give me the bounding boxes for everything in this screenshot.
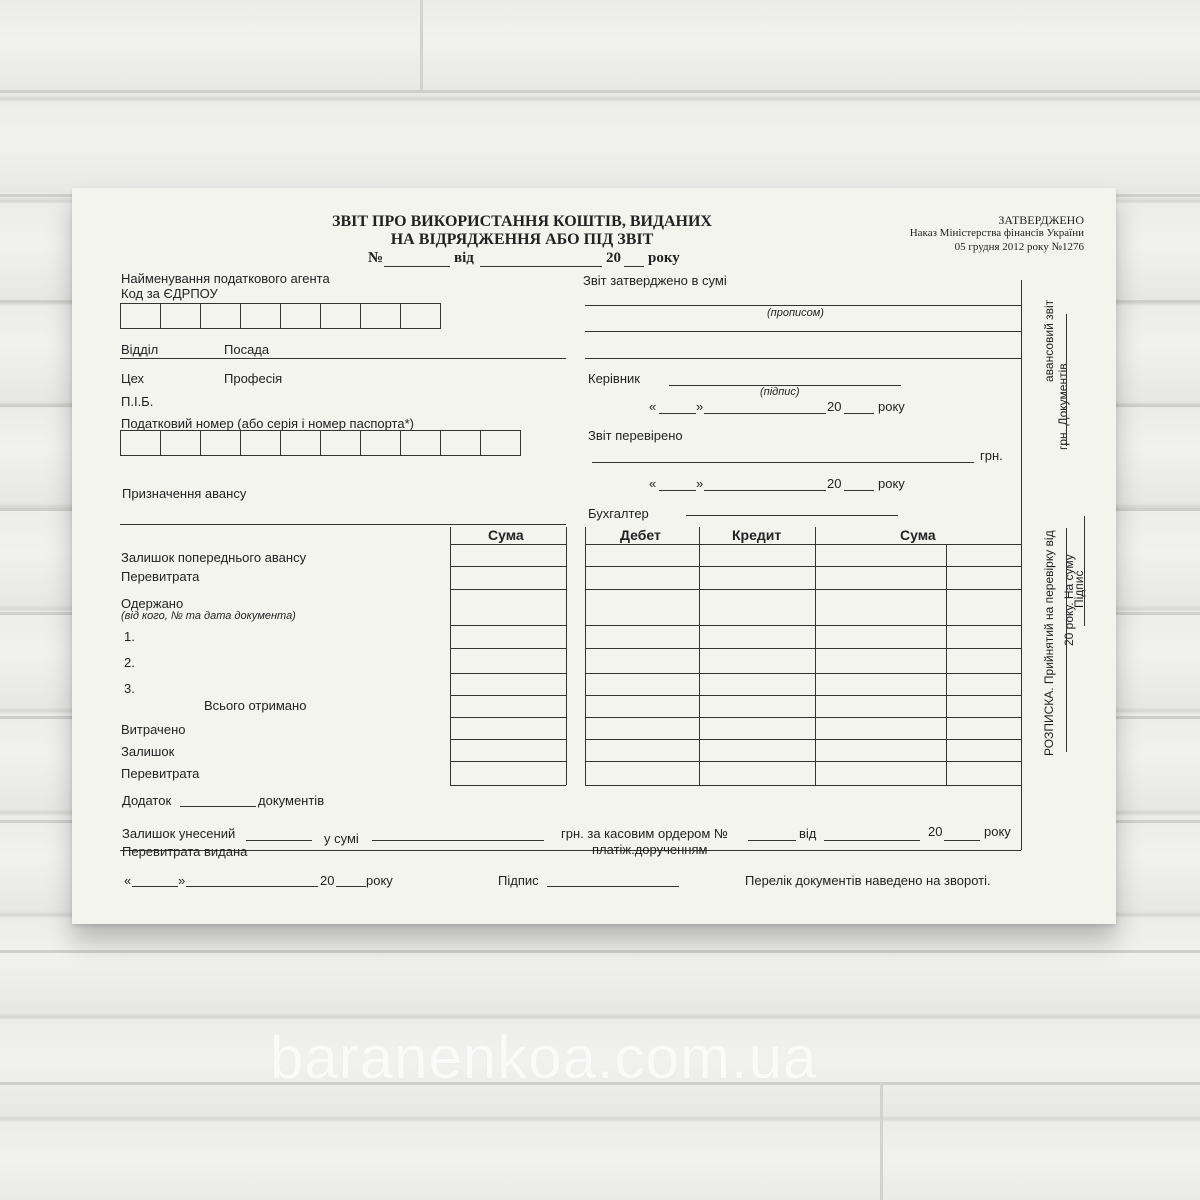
row-line (585, 589, 1021, 590)
approved-date: 05 грудня 2012 року №1276 (954, 241, 1084, 253)
profession-label: Професія (224, 371, 283, 386)
manager-label: Керівник (588, 371, 640, 386)
approved-heading: ЗАТВЕРДЖЕНО (998, 213, 1084, 227)
payment-order-label: платіж.дорученням (592, 842, 708, 857)
item-number-1: 1. (124, 629, 135, 644)
in-words-hint: (прописом) (767, 307, 824, 319)
row-line (450, 544, 566, 545)
uah-label: грн. (980, 448, 1003, 463)
bottom-year-word: року (366, 873, 393, 888)
cash-order-label: грн. за касовим ордером № (561, 826, 728, 841)
year-line (624, 266, 644, 267)
overspend-label: Перевитрата (121, 569, 200, 584)
year-word-1: року (878, 399, 905, 414)
received-note: (від кого, № та дата документа) (121, 610, 296, 622)
number-sign: № (368, 250, 384, 266)
receipt-divider (1021, 280, 1022, 850)
signature-hint: (підпис) (760, 386, 800, 398)
sum-header: Сума (488, 527, 524, 543)
position-label: Посада (224, 342, 270, 357)
order-number-line (748, 840, 796, 841)
row-line (450, 761, 566, 762)
report-form-sheet (72, 188, 1116, 924)
tax-number-label: Податковий номер (або серія і номер паспорта*) (121, 416, 414, 431)
plank-seam (0, 950, 1200, 953)
appendix-label: Додаток (122, 793, 172, 808)
bottom-date-close: » (178, 873, 186, 888)
row-line (450, 648, 566, 649)
watermark: baranenkoa.com.ua (270, 1024, 818, 1091)
sum-amount-line (372, 840, 544, 841)
row-line (450, 589, 566, 590)
documents-label: документів (258, 793, 325, 808)
checked-sum-line (592, 462, 974, 463)
bottom-month-line (186, 886, 318, 887)
month-line-2 (704, 490, 826, 491)
receipt-sign-label: Підпис (1072, 570, 1086, 608)
balance-line (246, 840, 312, 841)
signature-line (547, 886, 679, 887)
date-quote-open-2: « (649, 476, 657, 491)
accountant-line (686, 515, 898, 516)
advance-report-label: авансовий звіт (1042, 299, 1056, 382)
sum-col-right-border (566, 527, 567, 785)
day-line-2 (659, 490, 696, 491)
bottom-date-open: « (124, 873, 132, 888)
order-year-word: року (984, 824, 1011, 839)
report-checked-label: Звіт перевірено (588, 428, 683, 443)
accountant-label: Бухгалтер (588, 506, 649, 521)
number-line (384, 266, 450, 267)
received-label: Одержано (121, 596, 184, 611)
receipt-text: РОЗПИСКА. Прийнятий на перевірку від (1042, 530, 1056, 756)
documents-list-note: Перелік документів наведено на звороті. (745, 873, 991, 888)
previous-advance-balance: Залишок попереднього авансу (121, 550, 307, 565)
year-prefix-2: 20 (827, 476, 842, 491)
year-prefix: 20 (606, 250, 621, 266)
row-line (450, 717, 566, 718)
balance-label: Залишок (121, 744, 175, 759)
row-line (450, 739, 566, 740)
date-line (480, 266, 602, 267)
row-line (450, 695, 566, 696)
bottom-day-line (132, 886, 178, 887)
approved-order: Наказ Міністерства фінансів України (909, 227, 1084, 239)
documents-count-line (1066, 314, 1067, 446)
form-title-line1: ЗВІТ ПРО ВИКОРИСТАННЯ КОШТІВ, ВИДАНИХ (332, 213, 712, 230)
sum-header-right: Сума (900, 527, 936, 543)
order-year-line (944, 840, 980, 841)
year-prefix-1: 20 (827, 399, 842, 414)
shop-label: Цех (121, 371, 145, 386)
row-line (585, 673, 1021, 674)
spent-label: Витрачено (121, 722, 186, 737)
tax-number-boxes[interactable] (120, 430, 521, 456)
table-border (946, 544, 947, 785)
item-number-2: 2. (124, 655, 135, 670)
debit-header: Дебет (620, 527, 661, 543)
sum-line-2 (585, 331, 1021, 332)
year-word-2: року (878, 476, 905, 491)
department-label: Відділ (121, 342, 159, 357)
edrpou-code-boxes[interactable] (120, 303, 441, 329)
balance-deposited-label: Залишок унесений (122, 826, 236, 841)
day-line (659, 413, 696, 414)
order-from-label: від (799, 826, 817, 841)
order-year-prefix: 20 (928, 824, 943, 839)
row-line (450, 673, 566, 674)
row-line (585, 625, 1021, 626)
overspend-issued-label: Перевитрата видана (122, 844, 248, 859)
row-line (585, 761, 1021, 762)
plank-seam (0, 90, 1200, 93)
order-date-line (824, 840, 920, 841)
from-label: від (454, 250, 474, 266)
year-line-1 (844, 413, 874, 414)
cut-line (120, 850, 1021, 851)
item-number-3: 3. (124, 681, 135, 696)
row-line (585, 739, 1021, 740)
row-line (450, 566, 566, 567)
bottom-year-line (336, 886, 366, 887)
edrpou-label: Код за ЄДРПОУ (121, 286, 218, 301)
year-line-2 (844, 490, 874, 491)
receipt-line (1066, 528, 1067, 752)
overspend-label-2: Перевитрата (121, 766, 200, 781)
row-line (450, 625, 566, 626)
bottom-year-prefix: 20 (320, 873, 335, 888)
approved-sum-label: Звіт затверджено в сумі (583, 273, 727, 288)
row-line (585, 566, 1021, 567)
in-sum-label: у сумі (324, 831, 359, 846)
form-title-line2: НА ВІДРЯДЖЕННЯ АБО ПІД ЗВІТ (390, 231, 654, 248)
documents-count-label: грн. Документів (1056, 363, 1070, 450)
full-name-label: П.І.Б. (121, 394, 154, 409)
sum-line-3 (585, 358, 1021, 359)
receipt-sum-text: 20 року. На суму (1062, 554, 1076, 646)
row-line (585, 544, 1021, 545)
receipt-sign-line (1084, 516, 1085, 626)
credit-header: Кредит (732, 527, 782, 543)
row-line (585, 717, 1021, 718)
appendix-line (180, 806, 256, 807)
row-line (585, 785, 1021, 786)
row-line (585, 695, 1021, 696)
total-received-label: Всього отримано (204, 698, 307, 713)
department-line (120, 358, 566, 359)
month-line (704, 413, 826, 414)
purpose-line (120, 524, 566, 525)
date-quote-close-2: » (696, 476, 704, 491)
plank-joint (420, 0, 423, 90)
row-line (450, 785, 566, 786)
tax-agent-label: Найменування податкового агента (121, 271, 330, 286)
row-line (585, 648, 1021, 649)
plank-joint (880, 1082, 883, 1200)
signature-label: Підпис (498, 873, 539, 888)
advance-purpose-label: Призначення авансу (122, 486, 247, 501)
date-quote-close: » (696, 399, 704, 414)
date-quote-open: « (649, 399, 657, 414)
year-word: року (648, 250, 680, 266)
sum-line-1 (585, 305, 1021, 306)
